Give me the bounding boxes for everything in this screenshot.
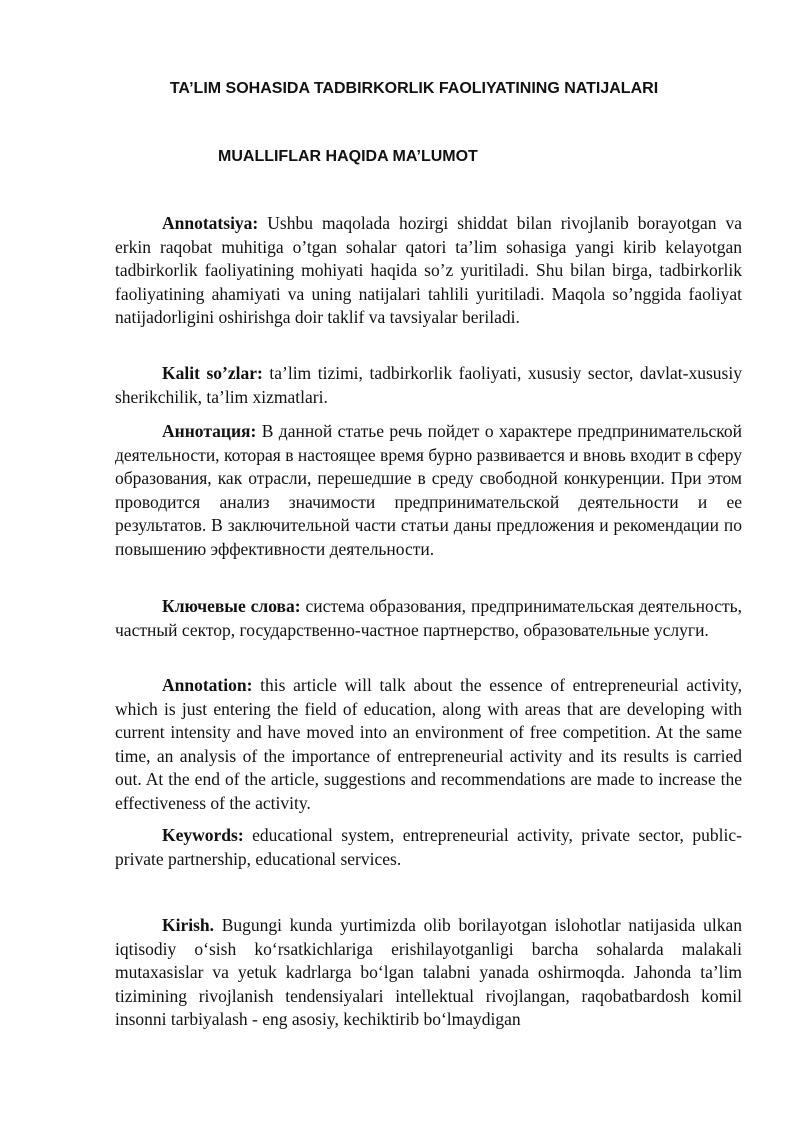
section-label: Аннотация:: [162, 421, 257, 441]
section-label: Annotatsiya:: [162, 213, 259, 233]
annotation-en: [115, 674, 742, 815]
keywords-uz: [115, 362, 742, 409]
keywords-en: [115, 824, 742, 871]
section-text: Ushbu maqolada hozirgi shiddat bilan rivojlanib borayotgan va erkin raqobat muhitiga o’tgan sohalar qatori ta’lim sohasiga yangi kirib kelayotgan tadbirkorlik faoliyatining mohiyati haqida so’z yuritiladi. Shu bilan birga, tadbirkorlik faoliyatining ahamiyati va uning natijalari tahlili yuritiladi. Maqola so’nggida faoliyat natijadorligini oshirishga doir taklif va tavsiyalar beriladi.: [115, 213, 742, 327]
annotation-ru: [115, 420, 742, 561]
keywords-ru: [115, 595, 742, 642]
section-label: Kirish.: [162, 915, 215, 935]
section-label: Kalit so’zlar:: [162, 363, 263, 383]
section-label: Keywords:: [162, 825, 244, 845]
section-text: ta’lim tizimi, tadbirkorlik faoliyati, xususiy sector, davlat-xususiy sherikchilik, ta’lim xizmatlari.: [115, 363, 742, 407]
introduction: [115, 914, 742, 1032]
annotation-uz: [115, 212, 742, 330]
paper-title: TA’LIM SOHASIDA TADBIRKORLIK FAOLIYATINING NATIJALARI: [169, 80, 659, 97]
section-text: this article will talk about the essence of entrepreneurial activity, which is just entering the field of education, along with areas that are developing with current intensity and have moved into an environment of free competition. At the same time, an analysis of the importance of entrepreneurial activity and its results is carried out. At the end of the article, suggestions and recommendations are made to increase the effectiveness of the activity.: [115, 675, 742, 813]
section-text: система образования, предпринимательская деятельность, частный сектор, государственно-частное партнерство, образовательные услуги.: [115, 596, 742, 640]
section-text: educational system, entrepreneurial activity, private sector, public-private partnership, educational services.: [115, 825, 742, 869]
section-label: Ключевые слова:: [162, 596, 301, 616]
section-text: В данной статье речь пойдет о характере предпринимательской деятельности, которая в настоящее время бурно развивается и вновь входит в сферу образования, как отрасли, перешедшие в среду свободной конкуренции. При этом проводится анализ значимости предпринимательской деятельности и ее результатов. В заключительной части статьи даны предложения и рекомендации по повышению эффективности деятельности.: [115, 421, 742, 559]
authors-heading: MUALLIFLAR HAQIDA MA’LUMOT: [218, 148, 478, 165]
section-label: Annotation:: [162, 675, 253, 695]
section-text: Bugungi kunda yurtimizda olib borilayotgan islohotlar natijasida ulkan iqtisodiy o‘sish ko‘rsatkichlariga erishilayotganligi barcha sohalarda malakali mutaxasislar va yetuk kadrlarga bo‘lgan talabni yanada oshirmoqda. Jahonda ta’lim tizimining rivojlanish tendensiyalari intellektual rivojlangan, raqobatbardosh komil insonni tarbiyalash - eng asosiy, kechiktirib bo‘lmaydigan: [115, 915, 742, 1029]
